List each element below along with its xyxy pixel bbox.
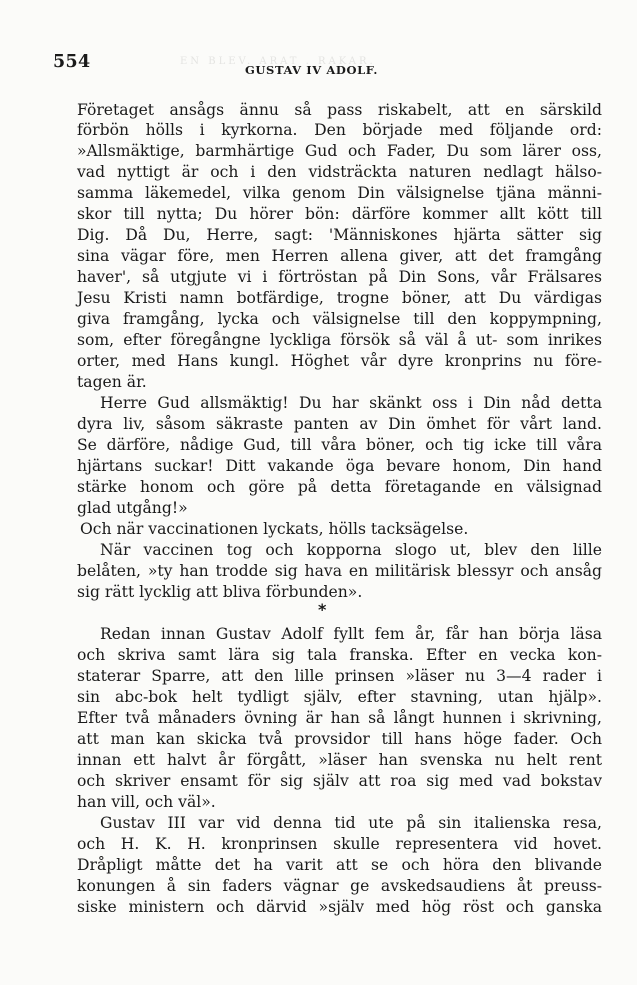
text-line: sig rätt lycklig att bliva förbunden». [77,583,363,601]
running-title: GUSTAV IV ADOLF. [245,63,379,77]
text-line: att man kan skicka två provsidor till hans höge fader. Och [77,730,602,748]
text-line: Gustav III var vid denna tid ute på sin italienska resa, [100,814,602,832]
text-line: staterar Sparre, att den lille prinsen »läser nu 3—4 rader i [77,667,602,685]
text-line: konungen å sin faders vägnar ge avskedsaudiens åt preuss- [77,877,602,895]
text-line: förbön hölls i kyrkorna. Den började med följande ord: [77,121,602,139]
text-line: innan ett halvt år förgått, »läser han svenska nu helt rent [77,751,602,769]
text-line: stärke honom och göre på detta företagande en välsignad [77,478,602,496]
text-line: giva framgång, lycka och välsignelse till den koppympning, [77,310,602,328]
text-line: dyra liv, såsom säkraste panten av Din ömhet för vårt land. [77,415,602,433]
text-line: som, efter föregångne lyckliga försök så väl å ut- som inrikes [77,331,602,349]
text-line: Och när vaccinationen lyckats, hölls tacksägelse. [80,520,469,538]
text-line: och skriva samt lära sig tala franska. Efter en vecka kon- [77,646,602,664]
text-line: Jesu Kristi namn botfärdige, trogne böner, att Du värdigas [77,289,602,307]
text-line: Redan innan Gustav Adolf fyllt fem år, får han börja läsa [100,625,602,643]
text-line: skor till nytta; Du hörer bön: därföre kommer allt kött till [77,205,602,223]
text-line: Dig. Då Du, Herre, sagt: 'Människones hjärta sätter sig [77,226,602,244]
text-line: sin abc-bok helt tydligt själv, efter stavning, utan hjälp». [77,688,602,706]
text-line: »Allsmäktige, barmhärtige Gud och Fader, Du som lärer oss, [77,142,602,160]
text-line: Herre Gud allsmäktig! Du har skänkt oss i Din nåd detta [100,394,602,412]
bleed-through-text: EN BLEV. ARAT . RAKAR. [180,56,376,67]
text-line: samma läkemedel, vilka genom Din välsignelse tjäna männi- [77,184,602,202]
section-separator: * [318,600,327,619]
text-line: siske ministern och därvid »själv med hög röst och ganska [77,898,602,916]
text-line: belåten, »ty han trodde sig hava en militärisk blessyr och ansåg [77,562,602,580]
text-line: Efter två månaders övning är han så långt hunnen i skrivning, [77,709,602,727]
text-line: glad utgång!» [77,499,188,517]
text-line: hjärtans suckar! Ditt vakande öga bevare honom, Din hand [77,457,602,475]
text-line: orter, med Hans kungl. Höghet vår dyre kronprins nu före- [77,352,602,370]
text-line: och H. K. H. kronprinsen skulle representera vid hovet. [77,835,602,853]
text-line: han vill, och väl». [77,793,216,811]
text-line: och skriver ensamt för sig själv att roa sig med vad bokstav [77,772,602,790]
text-line: Dråpligt måtte det ha varit att se och höra den blivande [77,856,602,874]
text-line: Se därföre, nådige Gud, till våra böner, och tig icke till våra [77,436,602,454]
page-number: 554 [53,52,91,72]
text-line: tagen är. [77,373,147,391]
text-line: sina vägar före, men Herren allena giver, att det framgång [77,247,602,265]
text-line: När vaccinen tog och kopporna slogo ut, blev den lille [100,541,602,559]
text-line: haver', så utgjute vi i förtröstan på Din Sons, vår Frälsares [77,268,602,286]
text-line: Företaget ansågs ännu så pass riskabelt, att en särskild [77,101,602,119]
text-line: vad nyttigt är och i den vidsträckta naturen nedlagt hälso- [77,163,602,181]
